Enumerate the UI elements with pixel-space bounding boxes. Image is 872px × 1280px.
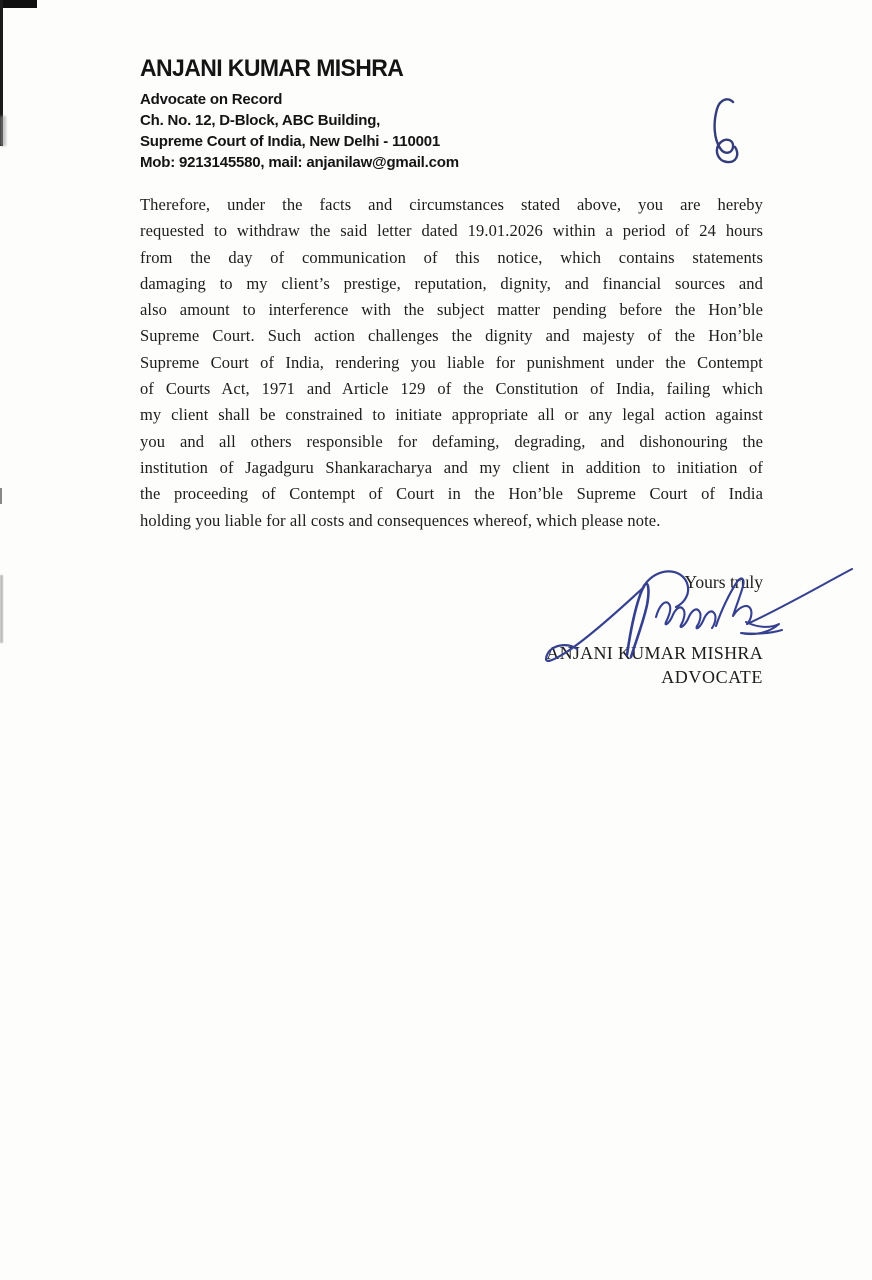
body-text-line: the proceeding of Contempt of Court in the Hon’ble Supreme Court of India — [140, 484, 763, 504]
scan-artifact-left-smudge — [0, 116, 6, 146]
signer-name: ANJANI KUMAR MISHRA — [546, 643, 763, 663]
body-text-line: from the day of communication of this notice, which contains statements — [140, 247, 763, 267]
scan-artifact-left-mark — [0, 488, 2, 504]
body-paragraph — [140, 192, 763, 534]
scan-artifact-left-mark — [0, 575, 3, 643]
letterhead — [140, 54, 459, 173]
letterhead-line: Ch. No. 12, D-Block, ABC Building, — [140, 112, 381, 129]
letterhead-line: Advocate on Record — [140, 91, 283, 108]
body-text-line: requested to withdraw the said letter dated 19.01.2026 within a period of 24 hours — [140, 221, 763, 241]
letterhead-line: Supreme Court of India, New Delhi - 110001 — [140, 133, 441, 150]
scan-artifact-top-bar — [0, 0, 37, 8]
letterhead-line: Mob: 9213145580, mail: anjanilaw@gmail.com — [140, 154, 459, 171]
body-text-line: of Courts Act, 1971 and Article 129 of the Constitution of India, failing which — [140, 379, 763, 399]
body-text-line: Supreme Court. Such action challenges the dignity and majesty of the Hon’ble — [140, 326, 763, 346]
body-text-line: institution of Jagadguru Shankaracharya and my client in addition to initiation of — [140, 457, 763, 477]
closing-phrase: Yours truly — [684, 572, 763, 592]
handwritten-page-number — [703, 94, 753, 174]
body-text-line: Supreme Court of India, rendering you liable for punishment under the Contempt — [140, 352, 763, 372]
body-text-line: you and all others responsible for defaming, degrading, and dishonouring the — [140, 431, 763, 451]
scan-artifact-left-edge — [0, 0, 3, 146]
letterhead-name: ANJANI KUMAR MISHRA — [140, 54, 404, 82]
letterhead-address-block — [140, 89, 459, 173]
signer-title: ADVOCATE — [661, 667, 763, 687]
body-text-line: also amount to interference with the subject matter pending before the Hon’ble — [140, 300, 763, 320]
body-text-line: damaging to my client’s prestige, reputation, dignity, and financial sources and — [140, 273, 763, 293]
body-text-line: my client shall be constrained to initiate appropriate all or any legal action against — [140, 405, 763, 425]
body-text-line: holding you liable for all costs and consequences whereof, which please note. — [140, 510, 661, 530]
signoff-block — [546, 571, 763, 689]
body-text-line: Therefore, under the facts and circumstances stated above, you are hereby — [140, 195, 763, 214]
